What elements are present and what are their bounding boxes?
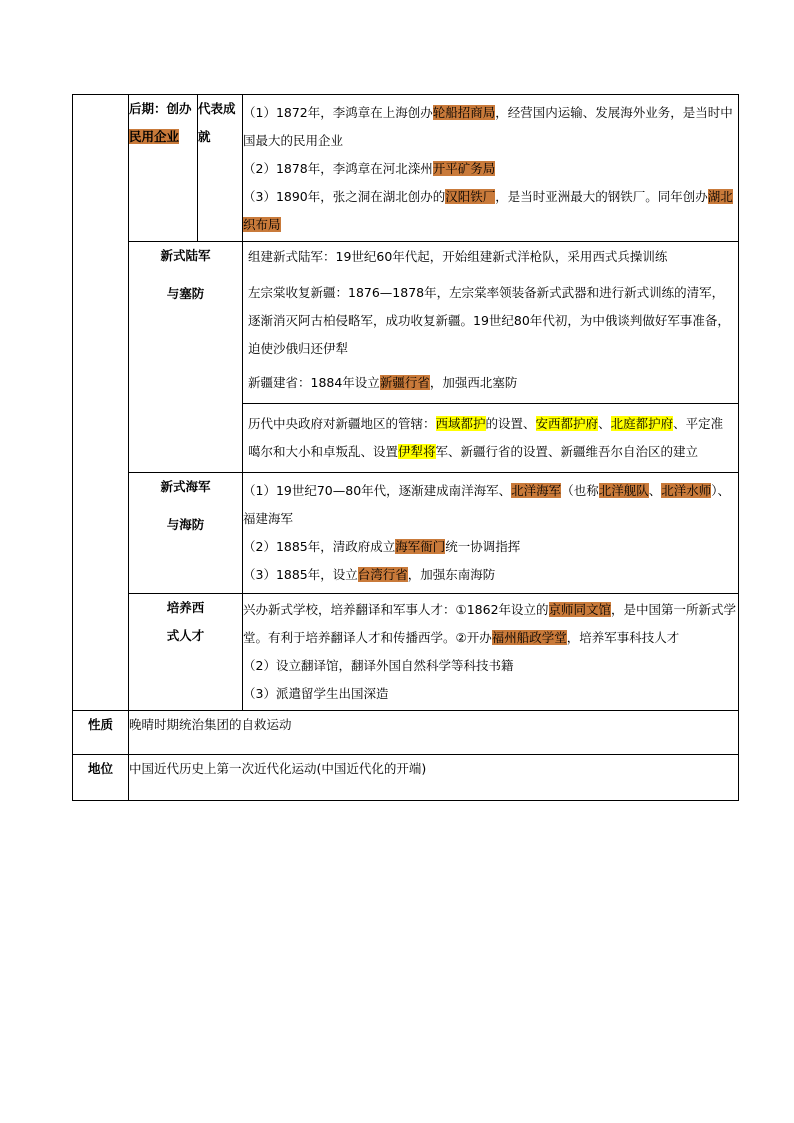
list-item: （3）1890年，张之洞在湖北创办的汉阳铁厂，是当时亚洲最大的钢铁厂。同年创办湖北织布局 (243, 189, 733, 232)
list-item: （1）19世纪70—80年代，逐渐建成南洋海军、北洋海军（也称北洋舰队、北洋水师）、福建海军 (243, 483, 731, 526)
blank-side-cell (73, 95, 129, 711)
list-item: （1）1872年，李鸿章在上海创办轮船招商局，经营国内运输、发展海外业务，是当时中国最大的民用企业 (243, 105, 733, 148)
army-gov-block: 历代中央政府对新疆地区的管辖：西域都护的设置、安西都护府、北庭都护府、平定准噶尔和大小和卓叛乱、设置伊犁将军、新疆行省的设置、新疆维吾尔自治区的建立 (243, 403, 738, 472)
army-main-block (243, 242, 738, 403)
later-achievements (243, 95, 739, 242)
army-p2: 左宗棠收复新疆：1876—1878年，左宗棠率领装备新式武器和进行新式训练的清军，逐渐消灭阿古柏侵略军，成功收复新疆。19世纪80年代初，为中俄谈判做好军事准备，迫使沙俄归还伊犁 (248, 285, 730, 356)
achievements-label: 代表成就 (198, 95, 243, 242)
status-text: 中国近代历史上第一次近代化运动(中国近代化的开端) (129, 755, 739, 801)
list-item: （2）1878年，李鸿章在河北滦州开平矿务局 (243, 161, 496, 176)
army-p3: 新疆建省：1884年设立新疆行省，加强西北塞防 (248, 375, 518, 390)
list-item: （3）1885年，设立台湾行省，加强东南海防 (243, 567, 496, 582)
navy-content (243, 473, 739, 594)
later-period-label: 后期：创办民用企业 (129, 95, 198, 242)
row-nature (73, 711, 739, 755)
row-talent (73, 594, 739, 711)
row-later-period (73, 95, 739, 242)
row-status (73, 755, 739, 801)
topic-navy: 新式海军 与海防 (129, 473, 243, 594)
list-item: 兴办新式学校，培养翻译和军事人才：①1862年设立的京师同文馆，是中国第一所新式学堂。有利于培养翻译人才和传播西学。②开办福州船政学堂，培养军事科技人才 (243, 602, 737, 645)
row-navy (73, 473, 739, 594)
list-item: （2）设立翻译馆，翻译外国自然科学等科技书籍 (243, 658, 514, 673)
topic-talent: 培养西 式人才 (129, 594, 243, 711)
history-table (72, 94, 739, 801)
army-content (243, 242, 739, 473)
talent-content (243, 594, 739, 711)
army-p1: 组建新式陆军：19世纪60年代起，开始组建新式洋枪队，采用西式兵操训练 (248, 249, 668, 264)
nature-label: 性质 (73, 711, 129, 755)
topic-army: 新式陆军 与塞防 (129, 242, 243, 473)
nature-text: 晚晴时期统治集团的自救运动 (129, 711, 739, 755)
list-item: （2）1885年，清政府成立海军衙门统一协调指挥 (243, 539, 521, 554)
row-army (73, 242, 739, 473)
list-item: （3）派遣留学生出国深造 (243, 686, 389, 701)
status-label: 地位 (73, 755, 129, 801)
